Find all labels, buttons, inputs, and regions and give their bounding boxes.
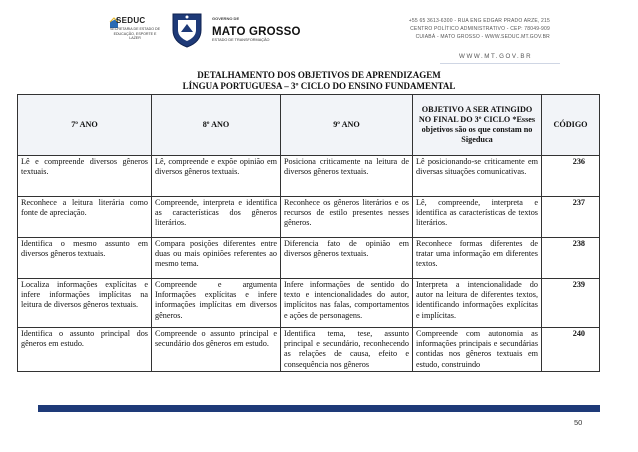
document-subtitle: LÍNGUA PORTUGUESA – 3º CICLO DO ENSINO FUNDAMENTAL: [182, 81, 456, 91]
cell-objetivo: Lê, compreende, interpreta e identifica as características de textos literários.: [413, 197, 542, 238]
cell-8-ano: Compreende o assunto principal e secundário dos gêneros em estudo.: [152, 328, 281, 372]
address-block: [390, 17, 550, 42]
header-codigo: CÓDIGO: [542, 95, 600, 156]
address-line: CUIABÁ - MATO GROSSO - WWW.SEDUC.MT.GOV.BR: [415, 34, 550, 41]
cell-7-ano: Localiza informações explícitas e infere informações implícitas na leitura de diversos gêneros textuais.: [18, 279, 152, 328]
address-line: +55 65 3613-6300 - RUA ENG EDGAR PRADO ARZE, 215: [408, 18, 550, 24]
cell-codigo: 239: [542, 279, 600, 328]
cell-9-ano: Identifica tema, tese, assunto principal e secundário, reconhecendo as relações de causa, efeito e consequência nos gêneros: [281, 328, 413, 372]
gov-label: GOVERNO DE: [212, 16, 240, 21]
cell-9-ano: Posiciona criticamente na leitura de diversos gêneros textuais.: [281, 156, 413, 197]
seduc-subtitle: SECRETARIA DE ESTADO DE EDUCAÇÃO, ESPORTE E LAZER: [110, 27, 160, 41]
cell-codigo: 236: [542, 156, 600, 197]
cell-7-ano: Identifica o assunto principal dos gêneros em estudo.: [18, 328, 152, 372]
cell-codigo: 237: [542, 197, 600, 238]
website-url: WWW.MT.GOV.BR: [459, 53, 533, 60]
cell-codigo: 240: [542, 328, 600, 372]
header-divider: [440, 63, 560, 64]
cell-7-ano: Reconhece a leitura literária como fonte de apreciação.: [18, 197, 152, 238]
header-objetivo: OBJETIVO A SER ATINGIDO NO FINAL DO 3º CICLO *Esses objetivos são os que constam no Sigeduca: [413, 95, 542, 156]
seduc-name: SEDUC: [116, 16, 146, 25]
cell-codigo: 238: [542, 238, 600, 279]
cell-9-ano: Diferencia fato de opinião em diversos gêneros textuais.: [281, 238, 413, 279]
table-row: [18, 197, 600, 238]
cell-8-ano: Compreende, interpreta e identifica as características dos gêneros literários.: [152, 197, 281, 238]
cell-9-ano: Infere informações de sentido do texto e intencionalidades do autor, implícitos nas falas, comportamentos e ações de personagens.: [281, 279, 413, 328]
page-number: 50: [574, 418, 583, 427]
cell-objetivo: Interpreta a intencionalidade do autor na leitura de diferentes textos, identificando informações explícitas e implícitas.: [413, 279, 542, 328]
gov-state: MATO GROSSO: [212, 26, 301, 38]
cell-objetivo: Lê posicionando-se criticamente em diversas situações comunicativas.: [413, 156, 542, 197]
cell-objetivo: Compreende com autonomia as informações principais e secundárias contidas nos gêneros textuais em estudo, construindo: [413, 328, 542, 372]
cell-7-ano: Lê e compreende diversos gêneros textuais.: [18, 156, 152, 197]
document-title: DETALHAMENTO DOS OBJETIVOS DE APRENDIZAGEM: [197, 70, 441, 80]
cell-7-ano: Identifica o mesmo assunto em diversos gêneros textuais.: [18, 238, 152, 279]
header-7-ano: 7º ANO: [18, 95, 152, 156]
header-9-ano: 9º ANO: [281, 95, 413, 156]
table-row: [18, 156, 600, 197]
cell-8-ano: Compara posições diferentes entre duas ou mais opiniões referentes ao mesmo tema.: [152, 238, 281, 279]
table-row: [18, 238, 600, 279]
letterhead: [0, 0, 638, 62]
footer-bar: [38, 405, 600, 412]
table-row: [18, 328, 600, 372]
gov-tagline: ESTADO DE TRANSFORMAÇÃO: [212, 38, 270, 42]
address-line: CENTRO POLÍTICO ADMINISTRATIVO - CEP: 78049-909: [410, 26, 550, 33]
objectives-table: [17, 94, 600, 372]
state-crest-icon: [170, 10, 204, 48]
cell-9-ano: Reconhece os gêneros literários e os recursos de estilo presentes nesses gêneros.: [281, 197, 413, 238]
header-8-ano: 8º ANO: [152, 95, 281, 156]
table-header-row: [18, 95, 600, 156]
cell-objetivo: Reconhece formas diferentes de tratar uma informação em diferentes textos.: [413, 238, 542, 279]
table-row: [18, 279, 600, 328]
cell-8-ano: Compreende e argumenta Informações explícitas e infere informações implícitas em diversos gêneros.: [152, 279, 281, 328]
cell-8-ano: Lê, compreende e expõe opinião em diversos gêneros textuais.: [152, 156, 281, 197]
